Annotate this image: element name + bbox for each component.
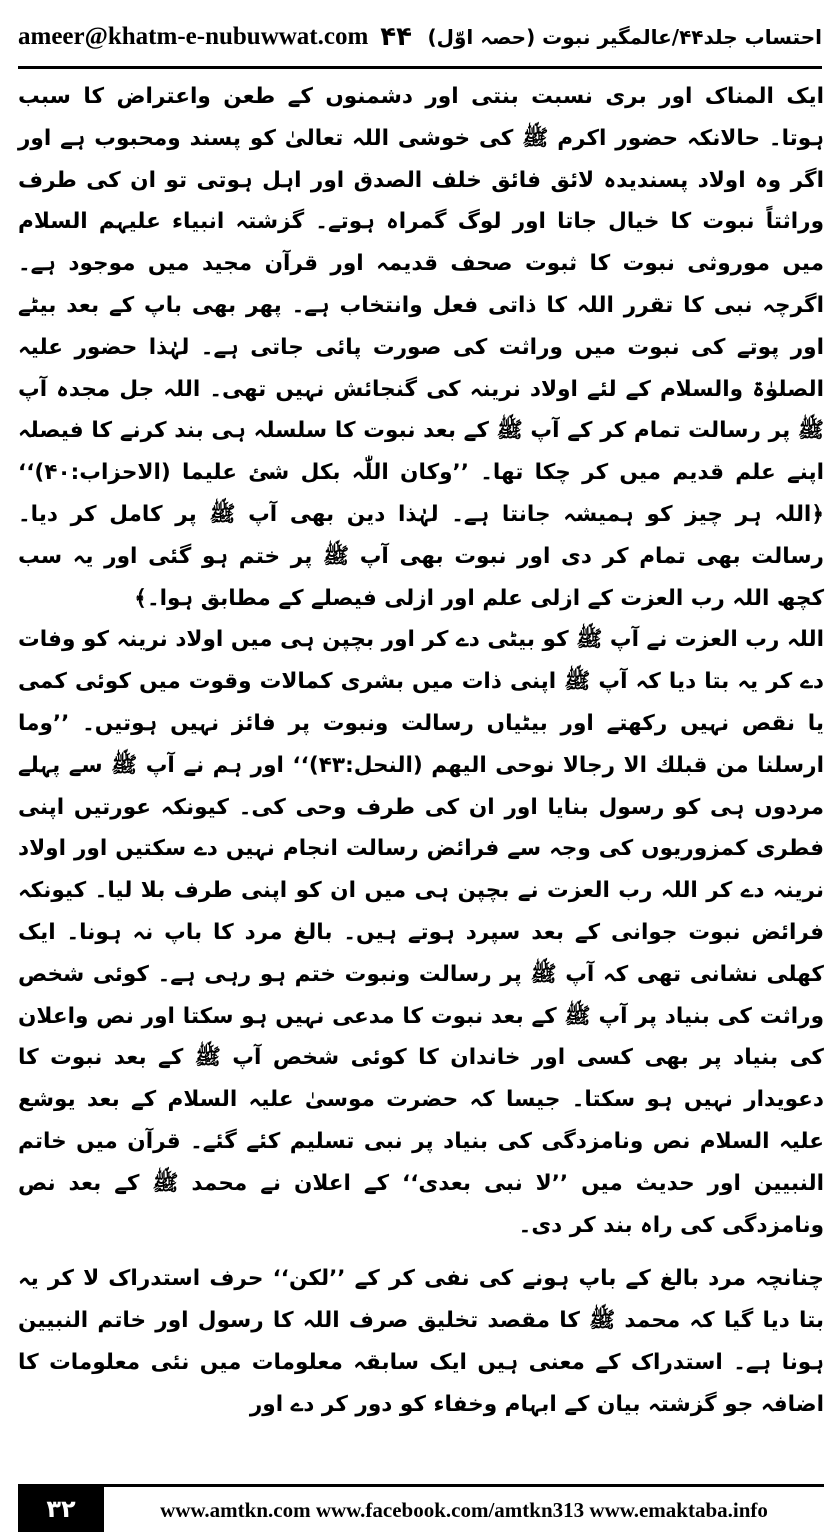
paragraph-1: ایک المناک اور بری نسبت بنتی اور دشمنوں کے طعن واعتراض کا سبب ہوتا۔ حالانکہ حضور اکرم ﷺ کی خوشی اللہ تعالیٰ کو پسند ومحبوب ہے اور اگر وہ اولاد پسندیدہ لائق فائق خلف الصدق اور اہل ہوتی تو ان کی طرف وراثتاً نبوت کا خیال جاتا اور لوگ گمراہ ہوتے۔ گزشتہ انبیاء علیہم السلام میں موروثی نبوت کا ثبوت صحف قدیمہ اور قرآن مجید میں موجود ہے۔ اگرچہ نبی کا تقرر اللہ کا ذاتی فعل وانتخاب ہے۔ پھر بھی باپ کے بعد بیٹے اور پوتے کی نبوت میں وراثت کی صورت پائی جاتی ہے۔ لہٰذا حضور علیہ الصلوٰۃ والسلام کے لئے اولاد نرینہ کی گنجائش نہیں تھی۔ اللہ جل مجدہ آپ ﷺ پر رسالت تمام کر کے آپ ﷺ کے بعد نبوت کا سلسلہ ہی بند کرنے کا فیصلہ اپنے علم قدیم میں کر چکا تھا۔ ’’وکان اللّٰہ بکل شئ علیما (الاحزاب:۴۰)‘‘ ﴿اللہ ہر چیز کو ہمیشہ جانتا ہے۔ لہٰذا دین بھی آپ ﷺ پر کامل کر دیا۔ رسالت بھی تمام کر دی اور نبوت بھی آپ ﷺ پر ختم ہو گئی اور یہ سب کچھ اللہ رب العزت کے ازلی علم اور ازلی فیصلے کے مطابق ہوا۔﴾ [18,84,824,611]
paragraph-3: چنانچہ مرد بالغ کے باپ ہونے کی نفی کر کے ’’لکن‘‘ حرف استدراک لا کر یہ بتا دیا گیا کہ محمد ﷺ کا مقصد تخلیق صرف اللہ کا رسول اور خاتم النبیین ہونا ہے۔ استدراک کے معنی ہیں ایک سابقہ معلومات میں نئی معلومات کا اضافہ جو گزشتہ بیان کے ابہام وخفاء کو دور کر دے اور [18,1266,824,1417]
header-page-number: ۴۴ [380,22,413,52]
document-body [18,76,824,1426]
page-footer [18,1484,824,1533]
header-left [18,22,412,52]
paragraph-2: اللہ رب العزت نے آپ ﷺ کو بیٹی دے کر اور بچپن ہی میں اولاد نرینہ کو وفات دے کر یہ بتا دیا کہ آپ ﷺ اپنی ذات میں بشری کمالات وقوت میں کوئی کمی یا نقص نہیں رکھتے اور بیٹیاں رسالت ونبوت پر فائز نہیں ہوتیں۔ ’’وما ارسلنا من قبلك الا رجالا نوحی الیھم (النحل:۴۳)‘‘ اور ہم نے آپ ﷺ سے پہلے مردوں ہی کو رسول بنایا اور ان کی طرف وحی کی۔ کیونکہ عورتیں اپنی فطری کمزوریوں کی وجہ سے فرائض رسالت انجام نہیں دے سکتیں اور اولاد نرینہ دے کر اللہ رب العزت نے بچپن ہی میں ان کو اپنی طرف بلا لیا۔ کیونکہ فرائض نبوت جوانی کے بعد سپرد ہوتے ہیں۔ بالغ مرد کا باپ نہ ہونا۔ ایک کھلی نشانی تھی کہ آپ ﷺ پر رسالت ونبوت ختم ہو رہی ہے۔ کوئی شخص وراثت کی بنیاد پر آپ ﷺ کے بعد نبوت کا مدعی نہیں ہو سکتا اور نص واعلان کی بنیاد پر بھی کسی اور خاندان کا کوئی شخص آپ ﷺ کے بعد نبوت کا دعویدار نہیں ہو سکتا۔ جیسا کہ حضرت موسیٰ علیہ السلام کے بعد یوشع علیہ السلام نص ونامزدگی کی بنیاد پر نبی تسلیم کئے گئے۔ قرآن میں خاتم النبیین اور حدیث میں ’’لا نبی بعدی‘‘ کے اعلان نے محمد ﷺ کے بعد نص ونامزدگی کی راہ بند کر دی۔ [18,627,824,1238]
footer-links: www.amtkn.com www.facebook.com/amtkn313 www.emaktaba.info [160,1497,768,1522]
header-email: ameer@khatm-e-nubuwwat.com [18,23,369,50]
page-header [18,8,822,69]
header-title: احتساب جلد۴۴/عالمگیر نبوت (حصہ اوّل) [427,25,822,49]
paragraph-gap [18,1246,824,1258]
footer-page-number: ۳۲ [18,1486,104,1532]
